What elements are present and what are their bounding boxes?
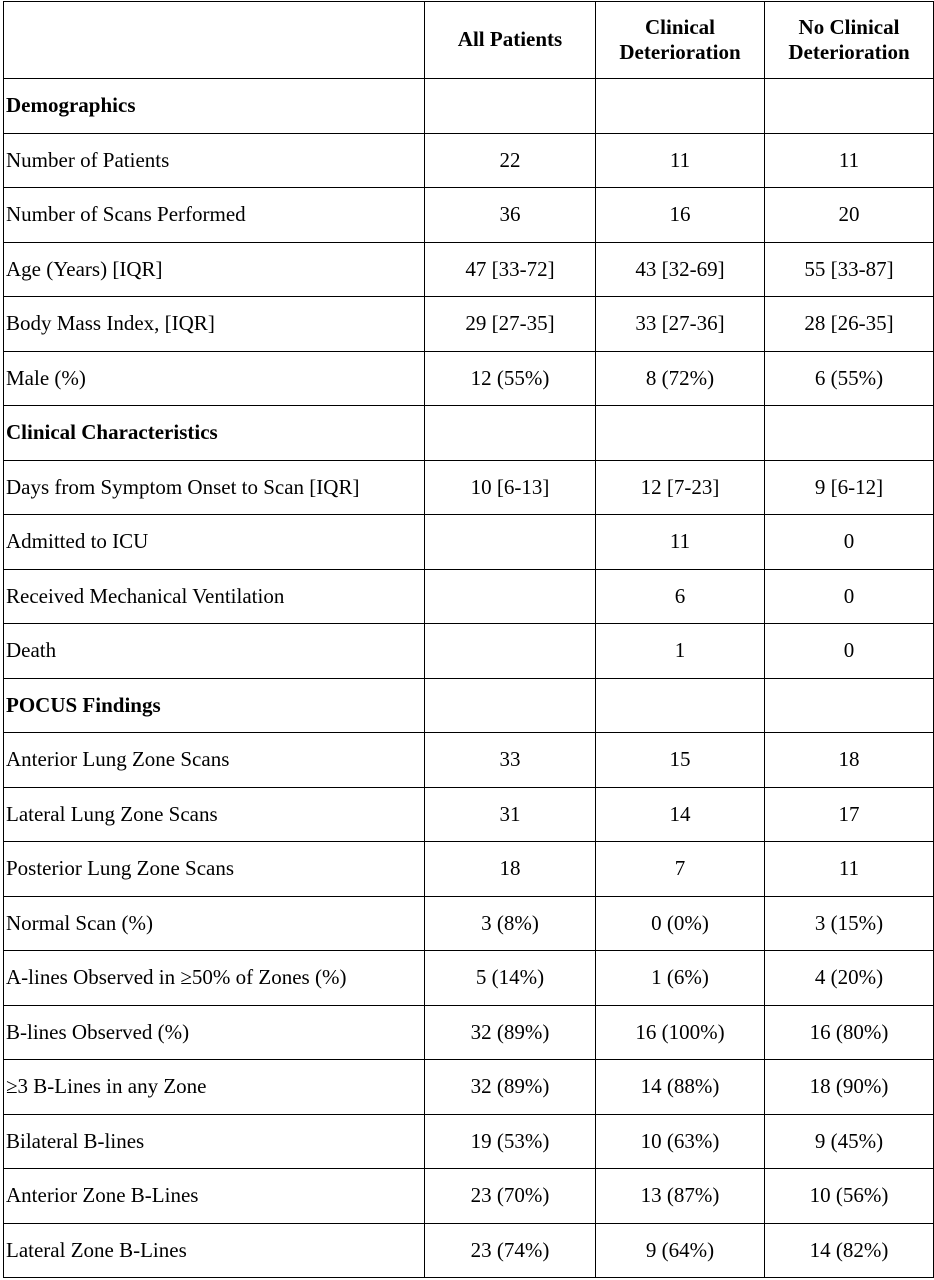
cell-value: 18 (90%): [765, 1060, 934, 1115]
cell-value: 0: [765, 624, 934, 679]
cell-value: [425, 678, 596, 733]
row-label: Lateral Zone B-Lines: [4, 1223, 425, 1278]
cell-value: 7: [596, 842, 765, 897]
cell-value: [425, 79, 596, 134]
row-label: Anterior Lung Zone Scans: [4, 733, 425, 788]
cell-value: 33: [425, 733, 596, 788]
cell-value: [765, 406, 934, 461]
table-row: [4, 188, 934, 243]
cell-value: 20: [765, 188, 934, 243]
cell-value: 1: [596, 624, 765, 679]
cell-value: [765, 79, 934, 134]
header-blank-cell: [4, 2, 425, 79]
table-body: [4, 79, 934, 1278]
header-all-patients: All Patients: [425, 2, 596, 79]
row-label: ≥3 B-Lines in any Zone: [4, 1060, 425, 1115]
cell-value: 10 (63%): [596, 1114, 765, 1169]
cell-value: 14 (82%): [765, 1223, 934, 1278]
section-label: Demographics: [4, 79, 425, 134]
row-label: Male (%): [4, 351, 425, 406]
row-label: A-lines Observed in ≥50% of Zones (%): [4, 951, 425, 1006]
cell-value: 14 (88%): [596, 1060, 765, 1115]
table-row: [4, 1169, 934, 1224]
cell-value: 16 (100%): [596, 1005, 765, 1060]
section-header-row: [4, 678, 934, 733]
section-header-row: [4, 406, 934, 461]
table-row: [4, 242, 934, 297]
table-row: [4, 515, 934, 570]
row-label: Bilateral B-lines: [4, 1114, 425, 1169]
cell-value: 9 (64%): [596, 1223, 765, 1278]
table-row: [4, 569, 934, 624]
cell-value: [425, 515, 596, 570]
cell-value: 47 [33-72]: [425, 242, 596, 297]
cell-value: 12 [7-23]: [596, 460, 765, 515]
section-label: POCUS Findings: [4, 678, 425, 733]
row-label: Days from Symptom Onset to Scan [IQR]: [4, 460, 425, 515]
header-row: [4, 2, 934, 79]
cell-value: 0: [765, 515, 934, 570]
cell-value: 1 (6%): [596, 951, 765, 1006]
cell-value: 17: [765, 787, 934, 842]
table-row: [4, 951, 934, 1006]
cell-value: 11: [596, 515, 765, 570]
cell-value: 9 [6-12]: [765, 460, 934, 515]
section-header-row: [4, 79, 934, 134]
row-label: Death: [4, 624, 425, 679]
table-header: [4, 2, 934, 79]
table-row: [4, 1114, 934, 1169]
cell-value: 22: [425, 133, 596, 188]
table-row: [4, 733, 934, 788]
table-row: [4, 351, 934, 406]
table-row: [4, 133, 934, 188]
row-label: Number of Patients: [4, 133, 425, 188]
cell-value: [596, 406, 765, 461]
cell-value: 43 [32-69]: [596, 242, 765, 297]
cell-value: 11: [596, 133, 765, 188]
cell-value: [425, 406, 596, 461]
cell-value: 18: [425, 842, 596, 897]
cell-value: 11: [765, 842, 934, 897]
cell-value: 8 (72%): [596, 351, 765, 406]
table-row: [4, 297, 934, 352]
cell-value: 31: [425, 787, 596, 842]
row-label: Number of Scans Performed: [4, 188, 425, 243]
section-label: Clinical Characteristics: [4, 406, 425, 461]
cell-value: 5 (14%): [425, 951, 596, 1006]
cell-value: [596, 678, 765, 733]
cell-value: 0: [765, 569, 934, 624]
cell-value: 11: [765, 133, 934, 188]
cell-value: [765, 678, 934, 733]
table-row: [4, 1005, 934, 1060]
table-row: [4, 460, 934, 515]
cell-value: 10 (56%): [765, 1169, 934, 1224]
cell-value: 12 (55%): [425, 351, 596, 406]
row-label: Age (Years) [IQR]: [4, 242, 425, 297]
table-row: [4, 1223, 934, 1278]
cell-value: 14: [596, 787, 765, 842]
cell-value: 32 (89%): [425, 1005, 596, 1060]
row-label: Body Mass Index, [IQR]: [4, 297, 425, 352]
cell-value: [596, 79, 765, 134]
table-row: [4, 842, 934, 897]
cell-value: 3 (8%): [425, 896, 596, 951]
cell-value: 33 [27-36]: [596, 297, 765, 352]
cell-value: 4 (20%): [765, 951, 934, 1006]
cell-value: 9 (45%): [765, 1114, 934, 1169]
cell-value: 23 (74%): [425, 1223, 596, 1278]
cell-value: 36: [425, 188, 596, 243]
row-label: Posterior Lung Zone Scans: [4, 842, 425, 897]
row-label: Anterior Zone B-Lines: [4, 1169, 425, 1224]
row-label: Normal Scan (%): [4, 896, 425, 951]
row-label: Received Mechanical Ventilation: [4, 569, 425, 624]
cell-value: 23 (70%): [425, 1169, 596, 1224]
cell-value: 32 (89%): [425, 1060, 596, 1115]
cell-value: 10 [6-13]: [425, 460, 596, 515]
cell-value: 16 (80%): [765, 1005, 934, 1060]
cell-value: 6: [596, 569, 765, 624]
cell-value: 18: [765, 733, 934, 788]
table-row: [4, 896, 934, 951]
cell-value: 13 (87%): [596, 1169, 765, 1224]
cell-value: 15: [596, 733, 765, 788]
cell-value: [425, 624, 596, 679]
cell-value: 55 [33-87]: [765, 242, 934, 297]
table-row: [4, 787, 934, 842]
table-row: [4, 1060, 934, 1115]
results-table: [3, 1, 934, 1278]
row-label: Lateral Lung Zone Scans: [4, 787, 425, 842]
header-clinical-deterioration: Clinical Deterioration: [596, 2, 765, 79]
cell-value: 0 (0%): [596, 896, 765, 951]
cell-value: 6 (55%): [765, 351, 934, 406]
row-label: B-lines Observed (%): [4, 1005, 425, 1060]
cell-value: 28 [26-35]: [765, 297, 934, 352]
cell-value: 29 [27-35]: [425, 297, 596, 352]
header-no-clinical-deterioration: No Clinical Deterioration: [765, 2, 934, 79]
row-label: Admitted to ICU: [4, 515, 425, 570]
cell-value: [425, 569, 596, 624]
cell-value: 19 (53%): [425, 1114, 596, 1169]
table-row: [4, 624, 934, 679]
cell-value: 3 (15%): [765, 896, 934, 951]
cell-value: 16: [596, 188, 765, 243]
